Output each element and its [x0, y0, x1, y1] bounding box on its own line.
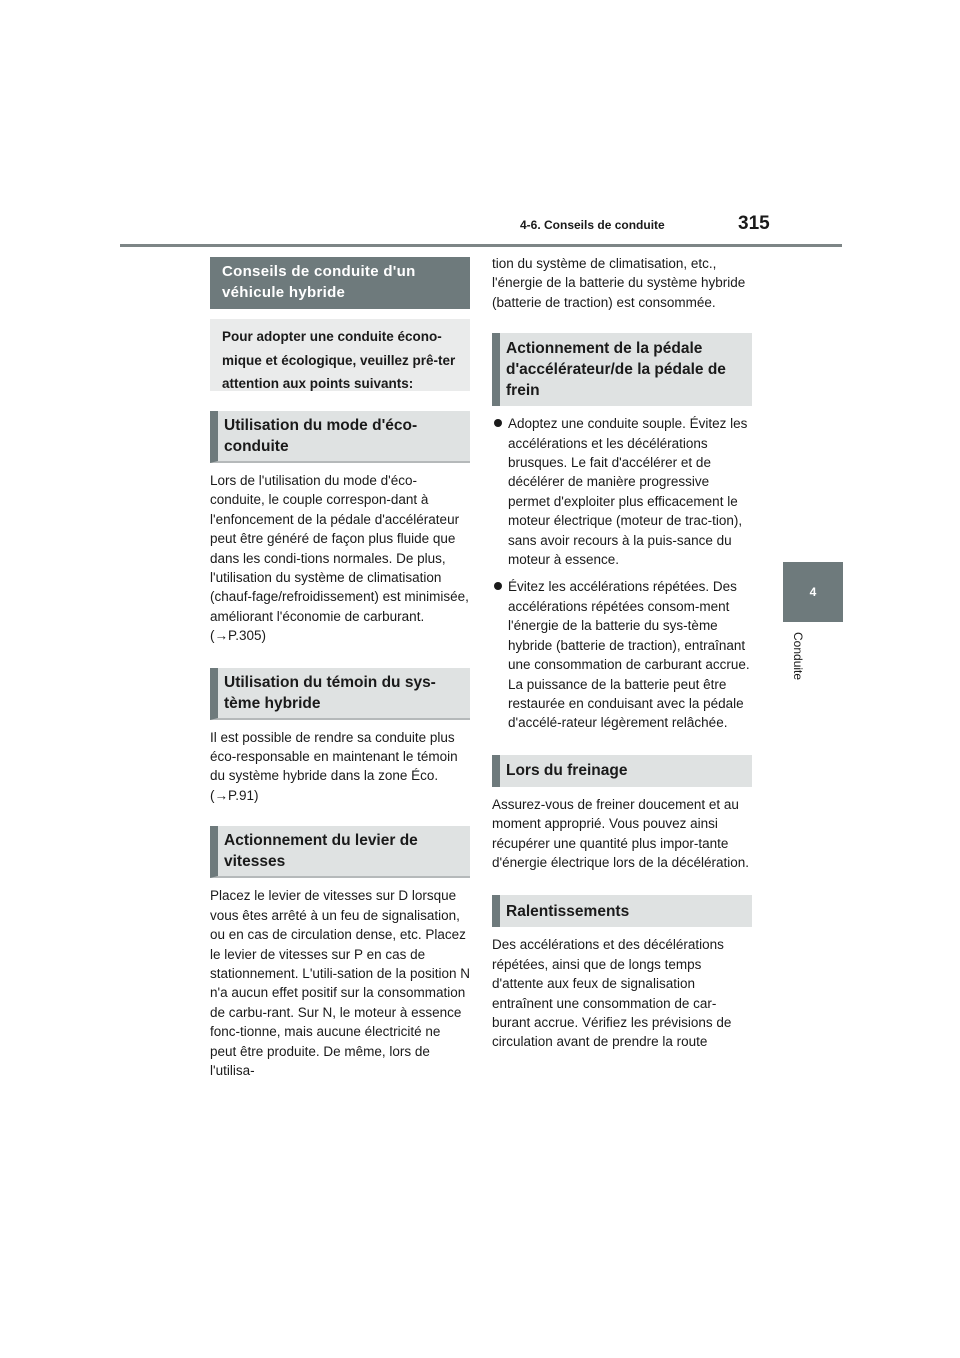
pedals-bullet-list	[492, 414, 752, 733]
chapter-label-container	[784, 632, 814, 692]
chapter-tab[interactable]	[783, 562, 843, 622]
braking-text: Assurez-vous de freiner doucement et au moment approprié. Vous pouvez ainsi récupérer une quantité plus impor-tante d'énergie électrique lors de la décélération.	[492, 796, 749, 870]
bullet-dot-icon	[494, 419, 502, 427]
chapter-label: Conduite	[791, 632, 805, 681]
pedals-heading: Actionnement de la pédale d'accélérateur/de la pédale de frein	[492, 333, 752, 406]
pedals-bullet-text: Évitez les accélérations répétées. Des accélérations répétées consom-ment l'énergie de la batterie du sys-tème hybride (batterie de traction), entraînant une consommation de carburant accrue. La puissance de la batterie peut être restaurée en conduisant avec la pédale d'accélé-rateur légèrement relâchée.	[508, 579, 750, 731]
list-item	[492, 414, 752, 569]
hybrid-indicator-heading: Utilisation du témoin du sys-tème hybride	[210, 668, 470, 720]
main-title: Conseils de conduite d'un véhicule hybride	[210, 257, 470, 309]
shift-lever-heading: Actionnement du levier de vitesses	[210, 826, 470, 878]
page-number: 315	[738, 213, 770, 234]
pedals-bullet-text: Adoptez une conduite souple. Évitez les accélérations et les décélérations brusques. Le fait d'accélérer et de décélérer de manière progressive permet d'exploiter plus efficacement le moteur électrique (moteur de trac-tion), sans avoir recours à la puis-sance du moteur à essence.	[508, 416, 748, 568]
slowdowns-text: Des accélérations et des décélérations répétées, ainsi que de longs temps d'attente aux feux de signalisation entraînent une consommation de car-burant accrue. Vérifiez les prévisions de circulation avant de prendre la route	[492, 937, 732, 1050]
hybrid-indicator-text: Il est possible de rendre sa conduite plus éco-responsable en maintenant le témoin du système hybride dans la zone Éco. (→P.91)	[210, 729, 458, 803]
eco-mode-text: Lors de l'utilisation du mode d'éco-conduite, le couple correspon-dant à l'enfoncement de la pédale d'accélérateur peut être généré de façon plus fluide que dans les condi-tions normales. De plus, l'utilisation du système de climatisation (chauf-fage/refroidissement) est minimisée, améliorant l'économie de carburant. (→P.305)	[210, 473, 469, 644]
header-divider	[120, 244, 842, 247]
shift-lever-text: Placez le levier de vitesses sur D lorsque vous êtes arrêté à un feu de signalisation, ou en cas de circulation dense, etc. Placez le levier de vitesses sur P en cas de stationnement. L'utili-sation de la position N n'a aucun effet positif sur la consommation de carbu-rant. Sur N, le moteur à essence fonc-tionne, mais aucune électricité ne peut être produite. De même, lors de l'utilisa-	[210, 888, 470, 1078]
slowdowns-heading: Ralentissements	[492, 895, 752, 927]
list-item	[492, 577, 752, 732]
left-column	[210, 257, 470, 1080]
right-column	[492, 254, 752, 1052]
shift-lever-text-continued: tion du système de climatisation, etc., l'énergie de la batterie du système hybride (batterie de traction) est consommée.	[492, 256, 746, 310]
section-header: 4-6. Conseils de conduite	[520, 218, 665, 232]
bullet-dot-icon	[494, 582, 502, 590]
intro-box: Pour adopter une conduite écono-mique et écologique, veuillez prê-ter attention aux points suivants:	[210, 319, 470, 391]
braking-heading: Lors du freinage	[492, 755, 752, 787]
eco-mode-heading: Utilisation du mode d'éco-conduite	[210, 411, 470, 463]
chapter-number: 4	[809, 585, 817, 599]
